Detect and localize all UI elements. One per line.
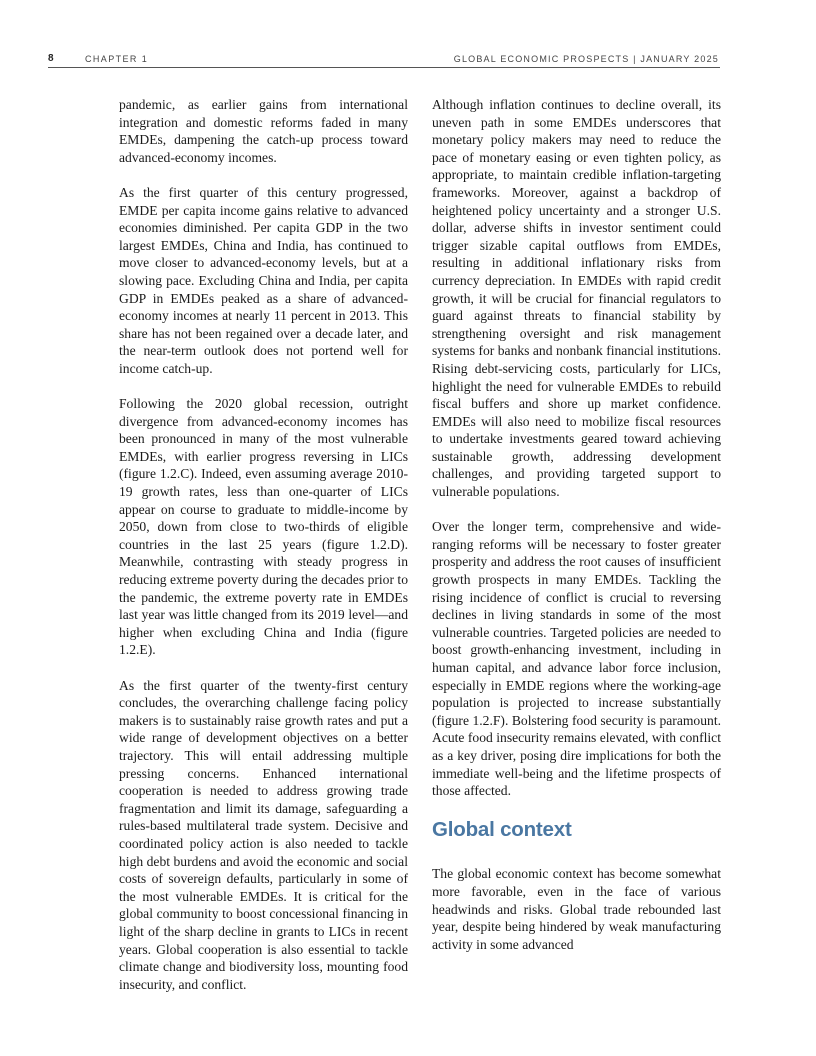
page-number: 8 bbox=[48, 53, 54, 64]
section-heading: Global context bbox=[432, 818, 572, 842]
paragraph: Although inflation continues to decline overall, its uneven path in some EMDEs underscores that monetary policy makers may need to reduce the pace of monetary easing or even tighten policy, as appropriate, to maintain credible inflation-targeting frameworks. Moreover, against a backdrop of heightened policy uncertainty and a stronger U.S. dollar, adverse shifts in investor sentiment could trigger sizable capital outflows from EMDEs, resulting in additional inflationary risks from currency depreciation. In EMDEs with rapid credit growth, it will be crucial for financial regulators to guard against threats to financial stability by strengthening oversight and risk management systems for banks and nonbank financial institutions. Rising debt-servicing costs, particularly for LICs, highlight the need for vulnerable EMDEs to rebuild fiscal buffers and shore up market confidence. EMDEs will also need to mobilize fiscal resources to undertake investments geared toward achieving sustainable growth, addressing development challenges, and providing targeted support to vulnerable populations. bbox=[432, 97, 721, 500]
paragraph: The global economic context has become somewhat more favorable, even in the face of various headwinds and risks. Global trade rebounded last year, despite being hindered by weak manufacturing activity in some advanced bbox=[432, 866, 721, 952]
paragraph: As the first quarter of this century progressed, EMDE per capita income gains relative to advanced economies diminished. Per capita GDP in the two largest EMDEs, China and India, has continued to move closer to advanced-economy levels, but at a slowing pace. Excluding China and India, per capita GDP in EMDEs peaked as a share of advanced-economy incomes at nearly 11 percent in 2013. This share has not been regained over a decade later, and the near-term outlook does not portend well for income catch-up. bbox=[119, 184, 408, 376]
header-rule bbox=[48, 67, 720, 68]
chapter-label: CHAPTER 1 bbox=[85, 54, 149, 64]
paragraph: Over the longer term, comprehensive and wide-ranging reforms will be necessary to foster greater prosperity and address the root causes of insufficient growth prospects in many EMDEs. Tackling the rising incidence of conflict is crucial to reversing declines in living standards in some of the most vulnerable countries. Targeted policies are needed to boost growth-enhancing investment, including in human capital, and advance labor force inclusion, especially in EMDE regions where the working-age population is projected to increase substantially (figure 1.2.F). Bolstering food security is paramount. Acute food insecurity remains elevated, with conflict as a key driver, posing dire implications for both the immediate well-being and the lifetime prospects of those affected. bbox=[432, 519, 721, 799]
page-header bbox=[0, 0, 816, 70]
paragraph: As the first quarter of the twenty-first century concludes, the overarching challenge facing policy makers is to sustainably raise growth rates and put a wide range of development objectives on a better trajectory. This will entail addressing multiple pressing concerns. Enhanced international cooperation is needed to address growing trade fragmentation and limit its damage, safeguarding a rules-based multilateral trade system. Decisive and coordinated policy action is also needed to tackle high debt burdens and avoid the economic and social costs of sovereign defaults, particularly in some of the most vulnerable EMDEs. It is critical for the global community to boost concessional financing in light of the sharp decline in grants to LICs in recent years. Global cooperation is also essential to tackle climate change and biodiversity loss, mounting food insecurity, and conflict. bbox=[119, 677, 408, 992]
paragraph: pandemic, as earlier gains from international integration and domestic reforms faded in many EMDEs, dampening the catch-up process toward advanced-economy incomes. bbox=[119, 97, 408, 165]
paragraph: Following the 2020 global recession, outright divergence from advanced-economy incomes has been pronounced in many of the most vulnerable EMDEs, with earlier progress reversing in LICs (figure 1.2.C). Indeed, even assuming average 2010-19 growth rates, less than one-quarter of LICs appear on course to graduate to middle-income by 2050, down from close to two-thirds of eligible countries in the last 25 years (figure 1.2.D). Meanwhile, contrasting with steady progress in reducing extreme poverty during the decades prior to the pandemic, the extreme poverty rate in EMDEs last year was little changed from its 2019 level—and higher when excluding China and India (figure 1.2.E). bbox=[119, 396, 408, 658]
report-title: GLOBAL ECONOMIC PROSPECTS | JANUARY 2025 bbox=[453, 54, 719, 64]
left-column bbox=[119, 96, 408, 1011]
right-column bbox=[432, 96, 721, 971]
